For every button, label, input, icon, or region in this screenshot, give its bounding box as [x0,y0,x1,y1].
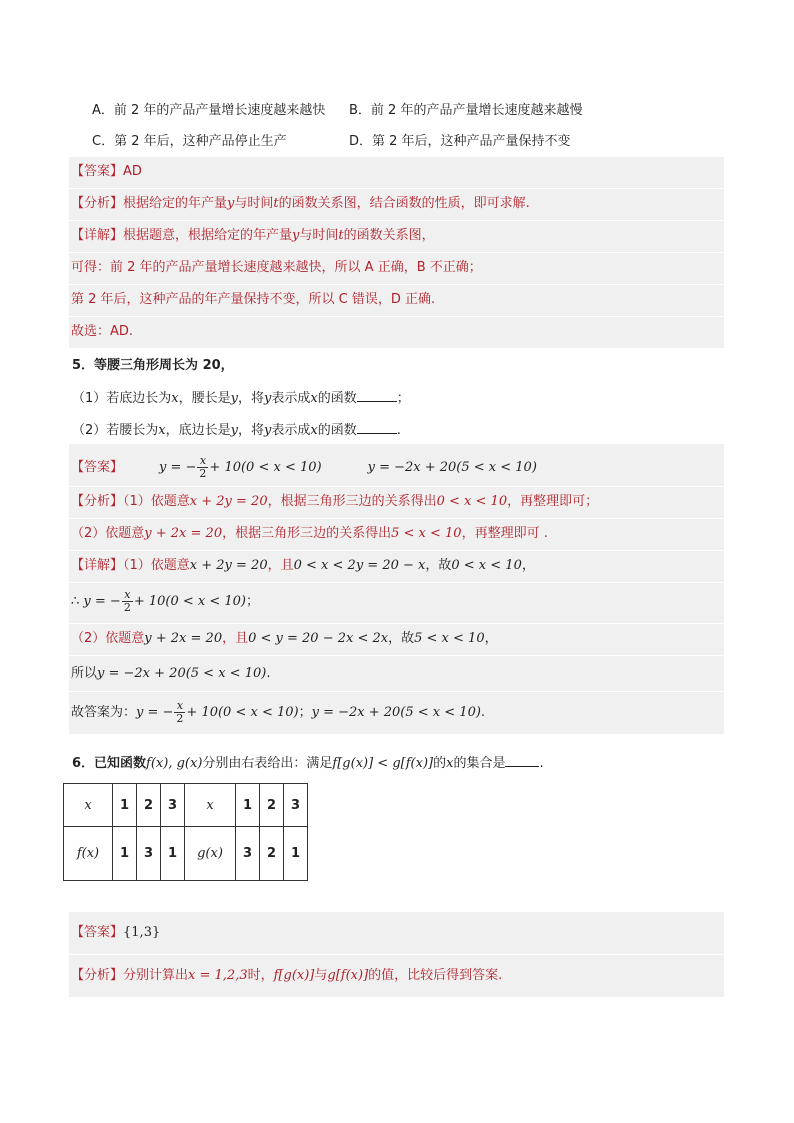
var-y: y [227,196,235,211]
fraction: $\frac{x}{2}$ [176,699,184,725]
detail-tag: 【详解】 [71,558,124,573]
var-t: t [273,196,279,211]
analysis-text: 与 [314,968,328,983]
analysis-text: 的值，比较后得到答案. [368,968,503,983]
function-table [63,783,308,881]
q5-stem: 5．等腰三角形周长为 20， [72,358,234,373]
composite-g: g[f(x)] [327,968,369,983]
q5-p1-end: ； [396,391,410,406]
q5-part1 [72,387,410,409]
separator: ； [298,705,312,720]
detail-text: ，且 [267,558,294,573]
analysis-text: 分别计算出 [123,968,189,983]
equation: y = − [83,594,121,609]
q5-detail-row5 [69,692,724,735]
answer-blank[interactable] [357,387,397,402]
detail-text: ，且 [222,631,249,646]
table-cell: g(x) [185,827,236,881]
q5-part2 [72,419,401,441]
q4-analysis-row [69,189,724,221]
option-a: A．前 2 年的产品产量增长速度越来越快 [92,103,326,118]
x-values: x = 1,2,3 [188,968,248,983]
table-cell: x [185,784,236,827]
table-cell: 2 [260,784,284,827]
q4-detail-line2 [69,253,724,285]
option-d: D．第 2 年后，这种产品产量保持不变 [349,134,571,149]
q5-solution-box [69,444,724,735]
q4-detail-line3 [69,285,724,317]
table-cell: 1 [113,827,137,881]
equation: y = −2x + 20(5 < x < 10) [311,705,481,720]
q5-p1-text: ，腰长是 [178,391,231,406]
q4-analysis-text-a: 根据给定的年产量 [123,196,228,211]
detail-text: （1）依题意 [123,558,190,573]
q4-detail-text-c: 的函数关系图， [343,228,435,243]
equation: y = − [136,705,174,720]
q6-text: 6．已知函数 [72,756,147,771]
q5-detail-row3 [69,624,724,656]
detail-text: ， [521,558,535,573]
table-cell: 3 [137,827,161,881]
table-cell: 3 [236,827,260,881]
table-cell: 3 [284,784,308,827]
table-row [64,784,308,827]
equation: x + 2y = 20 [189,558,268,573]
q6-answer: {1,3} [123,925,161,940]
analysis-text: （1）依题意 [123,494,190,509]
inequality: 0 < x < 10 [436,494,508,509]
fraction: $\frac{x}{2}$ [123,588,131,614]
q5-p2-text: ，底边长是 [165,423,231,438]
answer-blank[interactable] [505,752,539,767]
table-cell: 3 [161,784,185,827]
var-x: x [158,423,166,438]
equation-rest: + 10(0 < x < 10) [186,705,299,720]
q5-analysis-row2 [69,519,724,551]
detail-text: . [480,705,486,720]
q4-detail-text-4: 故选：AD. [71,324,134,339]
q4-detail-text-3: 第 2 年后，这种产品的年产量保持不变，所以 C 错误，D 正确. [71,292,436,307]
detail-tag: 【详解】 [71,228,124,243]
q4-solution-box [69,157,724,349]
inequality: 0 < x < 2y = 20 − x [293,558,426,573]
var-y: y [230,391,238,406]
q6-text: 的集合是 [453,756,506,771]
q5-p1-text: 的函数 [317,391,357,406]
q5-p2-end: . [396,423,401,438]
q4-analysis-text-b: 与时间 [234,196,274,211]
condition: f[g(x)] < g[f(x)] [332,756,434,771]
q5-p2-text: 表示成 [271,423,311,438]
q5-detail-row1 [69,551,724,583]
detail-text: ，故 [388,631,415,646]
answer-tag: 【答案】 [71,925,124,940]
q4-analysis-text-c: 的函数关系图，结合函数的性质，即可求解. [278,196,530,211]
q5-p2-text: 的函数 [317,423,357,438]
analysis-tag: 【分析】 [71,968,124,983]
q5-p2-text: （2）若腰长为 [72,423,159,438]
inequality: 5 < x < 10 [391,526,462,541]
var-x: x [171,391,179,406]
q5-p1-text: （1）若底边长为 [72,391,172,406]
q4-answer: AD [123,164,142,179]
q6-solution-box [69,912,724,998]
var-y: y [264,391,272,406]
var-y: y [264,423,272,438]
q5-p1-text: ，将 [238,391,265,406]
answer-1: y = − [159,460,197,475]
var-t: t [338,228,344,243]
q5-analysis-row1 [69,487,724,519]
table-cell: 1 [284,827,308,881]
q4-detail-line4 [69,317,724,349]
q6-text: 的 [433,756,447,771]
equation: y + 2x = 20 [144,631,223,646]
analysis-tag: 【分析】 [71,196,124,211]
analysis-tag: 【分析】 [71,494,124,509]
table-cell: 2 [260,827,284,881]
var-y: y [230,423,238,438]
answer-2: y = −2x + 20(5 < x < 10) [367,460,537,475]
var-x: x [446,756,454,771]
option-c: C．第 2 年后，这种产品停止生产 [92,134,287,149]
detail-text: . [266,666,271,681]
therefore-symbol: ∴ [71,594,80,609]
equation-rest: + 10(0 < x < 10) [133,594,246,609]
inequality: 0 < x < 10 [451,558,522,573]
answer-tag: 【答案】 [71,164,124,179]
q5-detail-row2 [69,583,724,624]
q5-answer-row [69,444,724,487]
q6-analysis-row [69,955,724,998]
fraction: $\frac{x}{2}$ [199,454,207,480]
answer-blank[interactable] [357,419,397,434]
var-y: y [292,228,300,243]
detail-text: （2）依题意 [71,631,145,646]
q4-answer-row [69,157,724,189]
q5-p1-text: 表示成 [271,391,311,406]
var-x: x [310,391,318,406]
q5-p2-text: ，将 [238,423,265,438]
q6-end: . [539,756,544,771]
q4-detail-text-2: 可得：前 2 年的产品产量增长速度越来越快，所以 A 正确，B 不正确； [71,260,482,275]
detail-text: ， [484,631,498,646]
detail-text: ，故 [425,558,452,573]
var-x: x [310,423,318,438]
q6-text: 分别由右表给出：满足 [202,756,333,771]
analysis-text: ，根据三角形三边的关系得出 [222,526,392,541]
detail-text: 故答案为： [71,705,137,720]
q6-answer-row [69,912,724,955]
detail-text: ； [246,594,260,609]
table-cell: x [64,784,113,827]
inequality: 5 < x < 10 [414,631,485,646]
table-cell: 1 [113,784,137,827]
analysis-text: ，根据三角形三边的关系得出 [267,494,437,509]
answer-1-rest: + 10(0 < x < 10) [209,460,322,475]
inequality: 0 < y = 20 − 2x < 2x [248,631,389,646]
q4-detail-row [69,221,724,253]
equation: y + 2x = 20 [144,526,223,541]
function-names: f(x), g(x) [146,756,203,771]
table-cell: f(x) [64,827,113,881]
analysis-text: ，再整理即可 . [461,526,548,541]
table-cell: 2 [137,784,161,827]
analysis-text: 时， [247,968,274,983]
equation: x + 2y = 20 [189,494,268,509]
composite-f: f[g(x)] [273,968,315,983]
table-cell: 1 [161,827,185,881]
q4-detail-text-a: 根据题意，根据给定的年产量 [123,228,293,243]
answer-tag: 【答案】 [71,460,124,475]
q6-stem [72,752,544,774]
q4-detail-text-b: 与时间 [299,228,339,243]
table-cell: 1 [236,784,260,827]
detail-text: 所以 [71,666,98,681]
table-row [64,827,308,881]
analysis-text: ，再整理即可； [507,494,599,509]
equation: y = −2x + 20(5 < x < 10) [97,666,267,681]
option-b: B．前 2 年的产品产量增长速度越来越慢 [349,103,583,118]
analysis-text: （2）依题意 [71,526,145,541]
q5-detail-row4 [69,656,724,692]
